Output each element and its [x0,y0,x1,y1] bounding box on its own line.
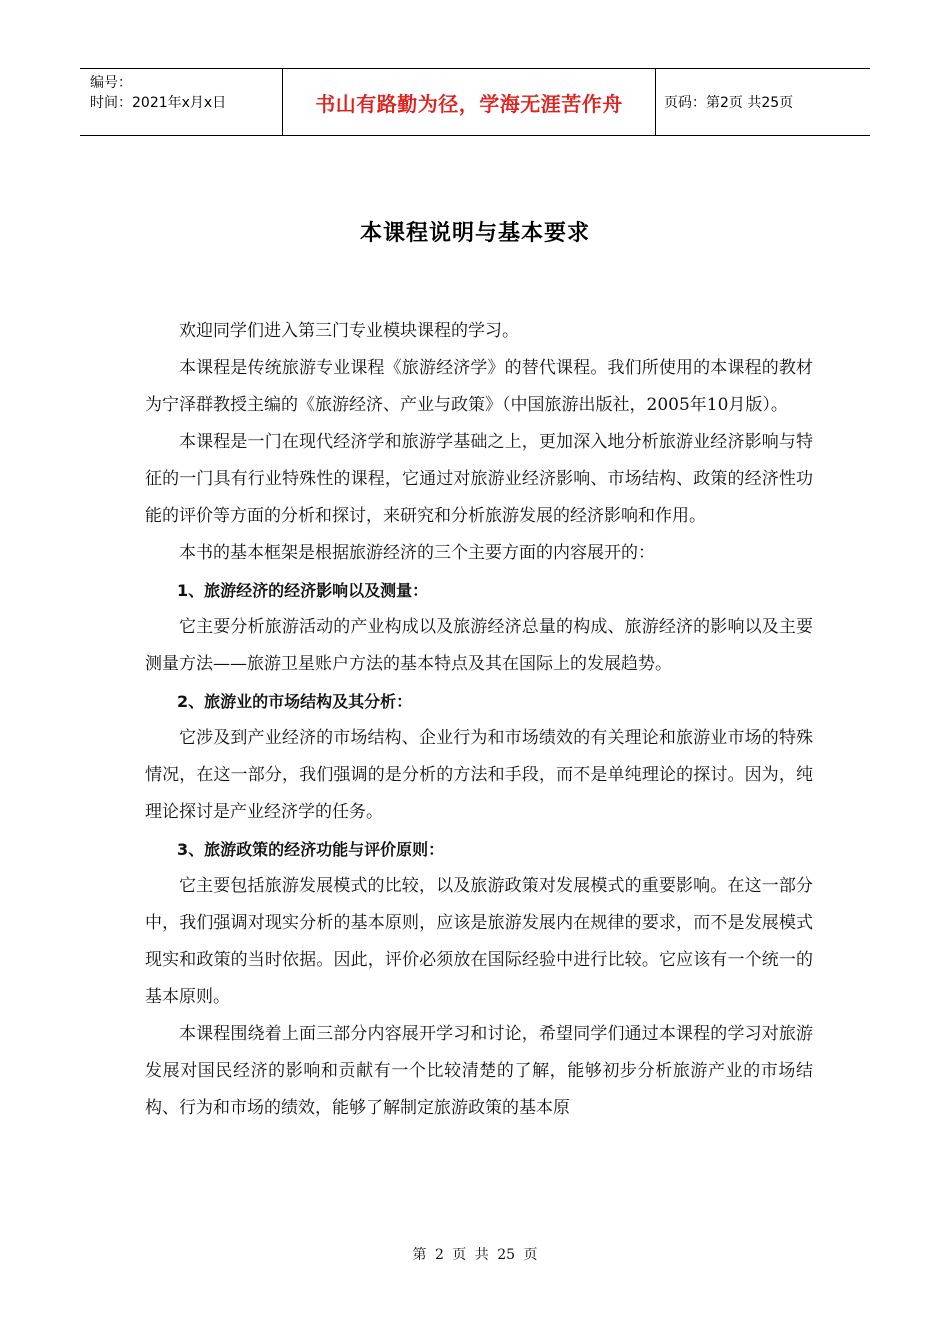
paragraph: 本课程是一门在现代经济学和旅游学基础之上，更加深入地分析旅游业经济影响与特征的一门具有行业特殊性的课程，它通过对旅游业经济影响、市场结构、政策的经济性功能的评价等方面的分析和探讨，来研究和分析旅游发展的经济影响和作用。 [145,432,813,526]
paragraph: 它主要包括旅游发展模式的比较，以及旅游政策对发展模式的重要影响。在这一部分中，我们强调对现实分析的基本原则，应该是旅游发展内在规律的要求，而不是发展模式现实和政策的当时依据。因此，评价必须放在国际经验中进行比较。它应该有一个统一的基本原则。 [145,876,813,1007]
header-page-info: 页码：第2页 共25页 [664,95,794,111]
paragraph: 它主要分析旅游活动的产业构成以及旅游经济总量的构成、旅游经济的影响以及主要测量方法——旅游卫星账户方法的基本特点及其在国际上的发展趋势。 [145,617,813,674]
document-title: 本课程说明与基本要求 [359,221,590,246]
section-heading: 1、旅游经济的经济影响以及测量： [177,581,429,600]
document-date: 时间：2021年x月x日 [90,95,227,111]
paragraph: 欢迎同学们进入第三门专业模块课程的学习。 [179,321,519,341]
paragraph: 本课程是传统旅游专业课程《旅游经济学》的替代课程。我们所使用的本课程的教材为宁泽群教授主编的《旅游经济、产业与政策》（中国旅游出版社，2005年10月版）。 [145,358,813,415]
header-meta [80,69,282,135]
document-number-label: 编号： [90,75,132,91]
section-heading: 2、旅游业的市场结构及其分析： [177,692,413,711]
section-heading: 3、旅游政策的经济功能与评价原则： [177,840,445,859]
paragraph: 本书的基本框架是根据旅游经济的三个主要方面的内容展开的： [179,543,655,563]
paragraph: 它涉及到产业经济的市场结构、企业行为和市场绩效的有关理论和旅游业市场的特殊情况，在这一部分，我们强调的是分析的方法和手段，而不是单纯理论的探讨。因为，纯理论探讨是产业经济学的任务。 [145,728,813,822]
document-body [145,313,813,1127]
paragraph: 本课程围绕着上面三部分内容展开学习和讨论，希望同学们通过本课程的学习对旅游发展对国民经济的影响和贡献有一个比较清楚的了解，能够初步分析旅游产业的市场结构、行为和市场的绩效，能够了解制定旅游政策的基本原 [145,1024,813,1118]
header-motto: 书山有路勤为径，学海无涯苦作舟 [282,69,656,135]
page-header [80,68,870,136]
page-footer: 第 2 页 共 25 页 [412,1247,538,1263]
